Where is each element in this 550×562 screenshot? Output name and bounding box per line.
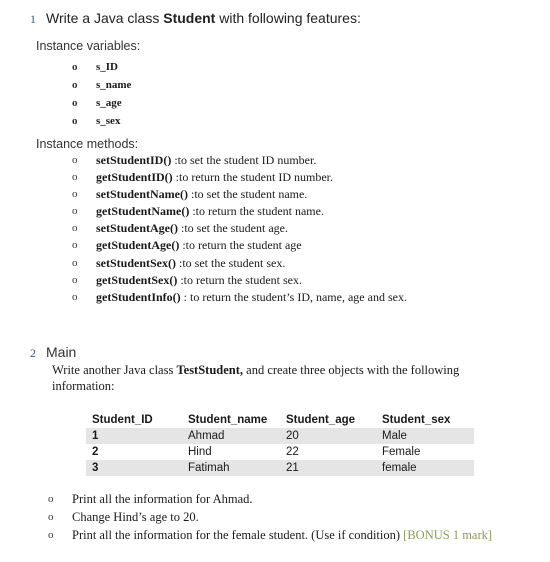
column-header: Student_age — [286, 413, 356, 426]
list-item: o getStudentAge() :to return the student age — [72, 238, 302, 253]
list-item: o Print all the information for the female student. (Use if condition) [BONUS 1 mark] — [48, 528, 493, 542]
list-item: o setStudentAge() :to set the student age. — [72, 221, 288, 236]
bullet-icon: o — [72, 115, 78, 127]
table-row — [86, 428, 474, 444]
table-cell: 20 — [280, 428, 376, 444]
column-header: Student_ID — [92, 413, 153, 426]
list-item: o s_name — [72, 79, 132, 91]
class-name-teststudent: TestStudent, — [176, 363, 244, 377]
table-cell: 1 — [86, 428, 182, 444]
list-item: o Change Hind’s age to 20. — [48, 510, 199, 524]
bonus-label: [BONUS 1 mark] — [403, 528, 493, 542]
column-header: Student_sex — [382, 413, 451, 426]
bullet-icon: o — [72, 171, 78, 184]
list-item: o setStudentName() :to set the student name. — [72, 187, 308, 202]
table-cell: 2 — [92, 446, 99, 458]
table-cell: Hind — [188, 446, 212, 458]
table-cell: 22 — [286, 446, 299, 458]
table-row — [86, 444, 474, 460]
table-cell: 21 — [280, 460, 376, 476]
table-cell: Female — [382, 446, 421, 458]
question-2-heading — [30, 344, 76, 362]
question-2-title: Main — [46, 344, 77, 360]
table-header-row — [86, 411, 474, 428]
bullet-icon: o — [72, 61, 78, 73]
bullet-icon: o — [72, 290, 78, 303]
table-cell: Male — [376, 428, 474, 444]
list-item: o s_age — [72, 97, 122, 109]
question-2-description: Write another Java class TestStudent, and create three objects with the following information: — [52, 363, 460, 393]
bullet-icon: o — [72, 256, 78, 269]
question-1-heading — [30, 10, 361, 28]
bullet-icon: o — [72, 273, 78, 286]
list-item: o getStudentID() :to return the student ID number. — [72, 170, 333, 185]
instance-methods-heading: Instance methods: — [36, 137, 139, 151]
question-1-title: Write a Java class Student with following features: — [46, 10, 361, 26]
list-item: o setStudentSex() :to set the student sex. — [72, 255, 286, 270]
bullet-icon: o — [48, 493, 54, 505]
bullet-icon: o — [48, 511, 54, 523]
list-item: o getStudentInfo() : to return the student’s ID, name, age and sex. — [72, 289, 407, 304]
table-row — [86, 460, 474, 476]
table-cell: Fatimah — [182, 460, 280, 476]
question-1-number: 1 — [30, 12, 36, 26]
class-name-student: Student — [163, 10, 216, 26]
students-table — [86, 411, 474, 476]
bullet-icon: o — [72, 188, 78, 201]
table-cell: 3 — [86, 460, 182, 476]
bullet-icon: o — [72, 97, 78, 109]
table-cell: Ahmad — [182, 428, 280, 444]
table-cell: female — [376, 460, 474, 476]
instance-variables-heading: Instance variables: — [36, 39, 141, 53]
list-item: o Print all the information for Ahmad. — [48, 492, 253, 506]
bullet-icon: o — [72, 79, 78, 91]
bullet-icon: o — [72, 239, 78, 252]
list-item: o setStudentID() :to set the student ID number. — [72, 153, 317, 167]
bullet-icon: o — [72, 154, 78, 166]
list-item: o s_ID — [72, 61, 119, 73]
list-item: o getStudentSex() :to return the student sex. — [72, 272, 302, 287]
task-list — [48, 491, 492, 545]
bullet-icon: o — [72, 205, 78, 218]
bullet-icon: o — [48, 529, 54, 541]
instance-methods-list — [72, 153, 407, 307]
column-header: Student_name — [188, 413, 268, 426]
question-2-number: 2 — [30, 346, 36, 360]
bullet-icon: o — [72, 222, 78, 235]
instance-variables-list — [72, 60, 131, 132]
list-item: o getStudentName() :to return the student name. — [72, 204, 324, 219]
list-item: o s_sex — [72, 115, 121, 127]
